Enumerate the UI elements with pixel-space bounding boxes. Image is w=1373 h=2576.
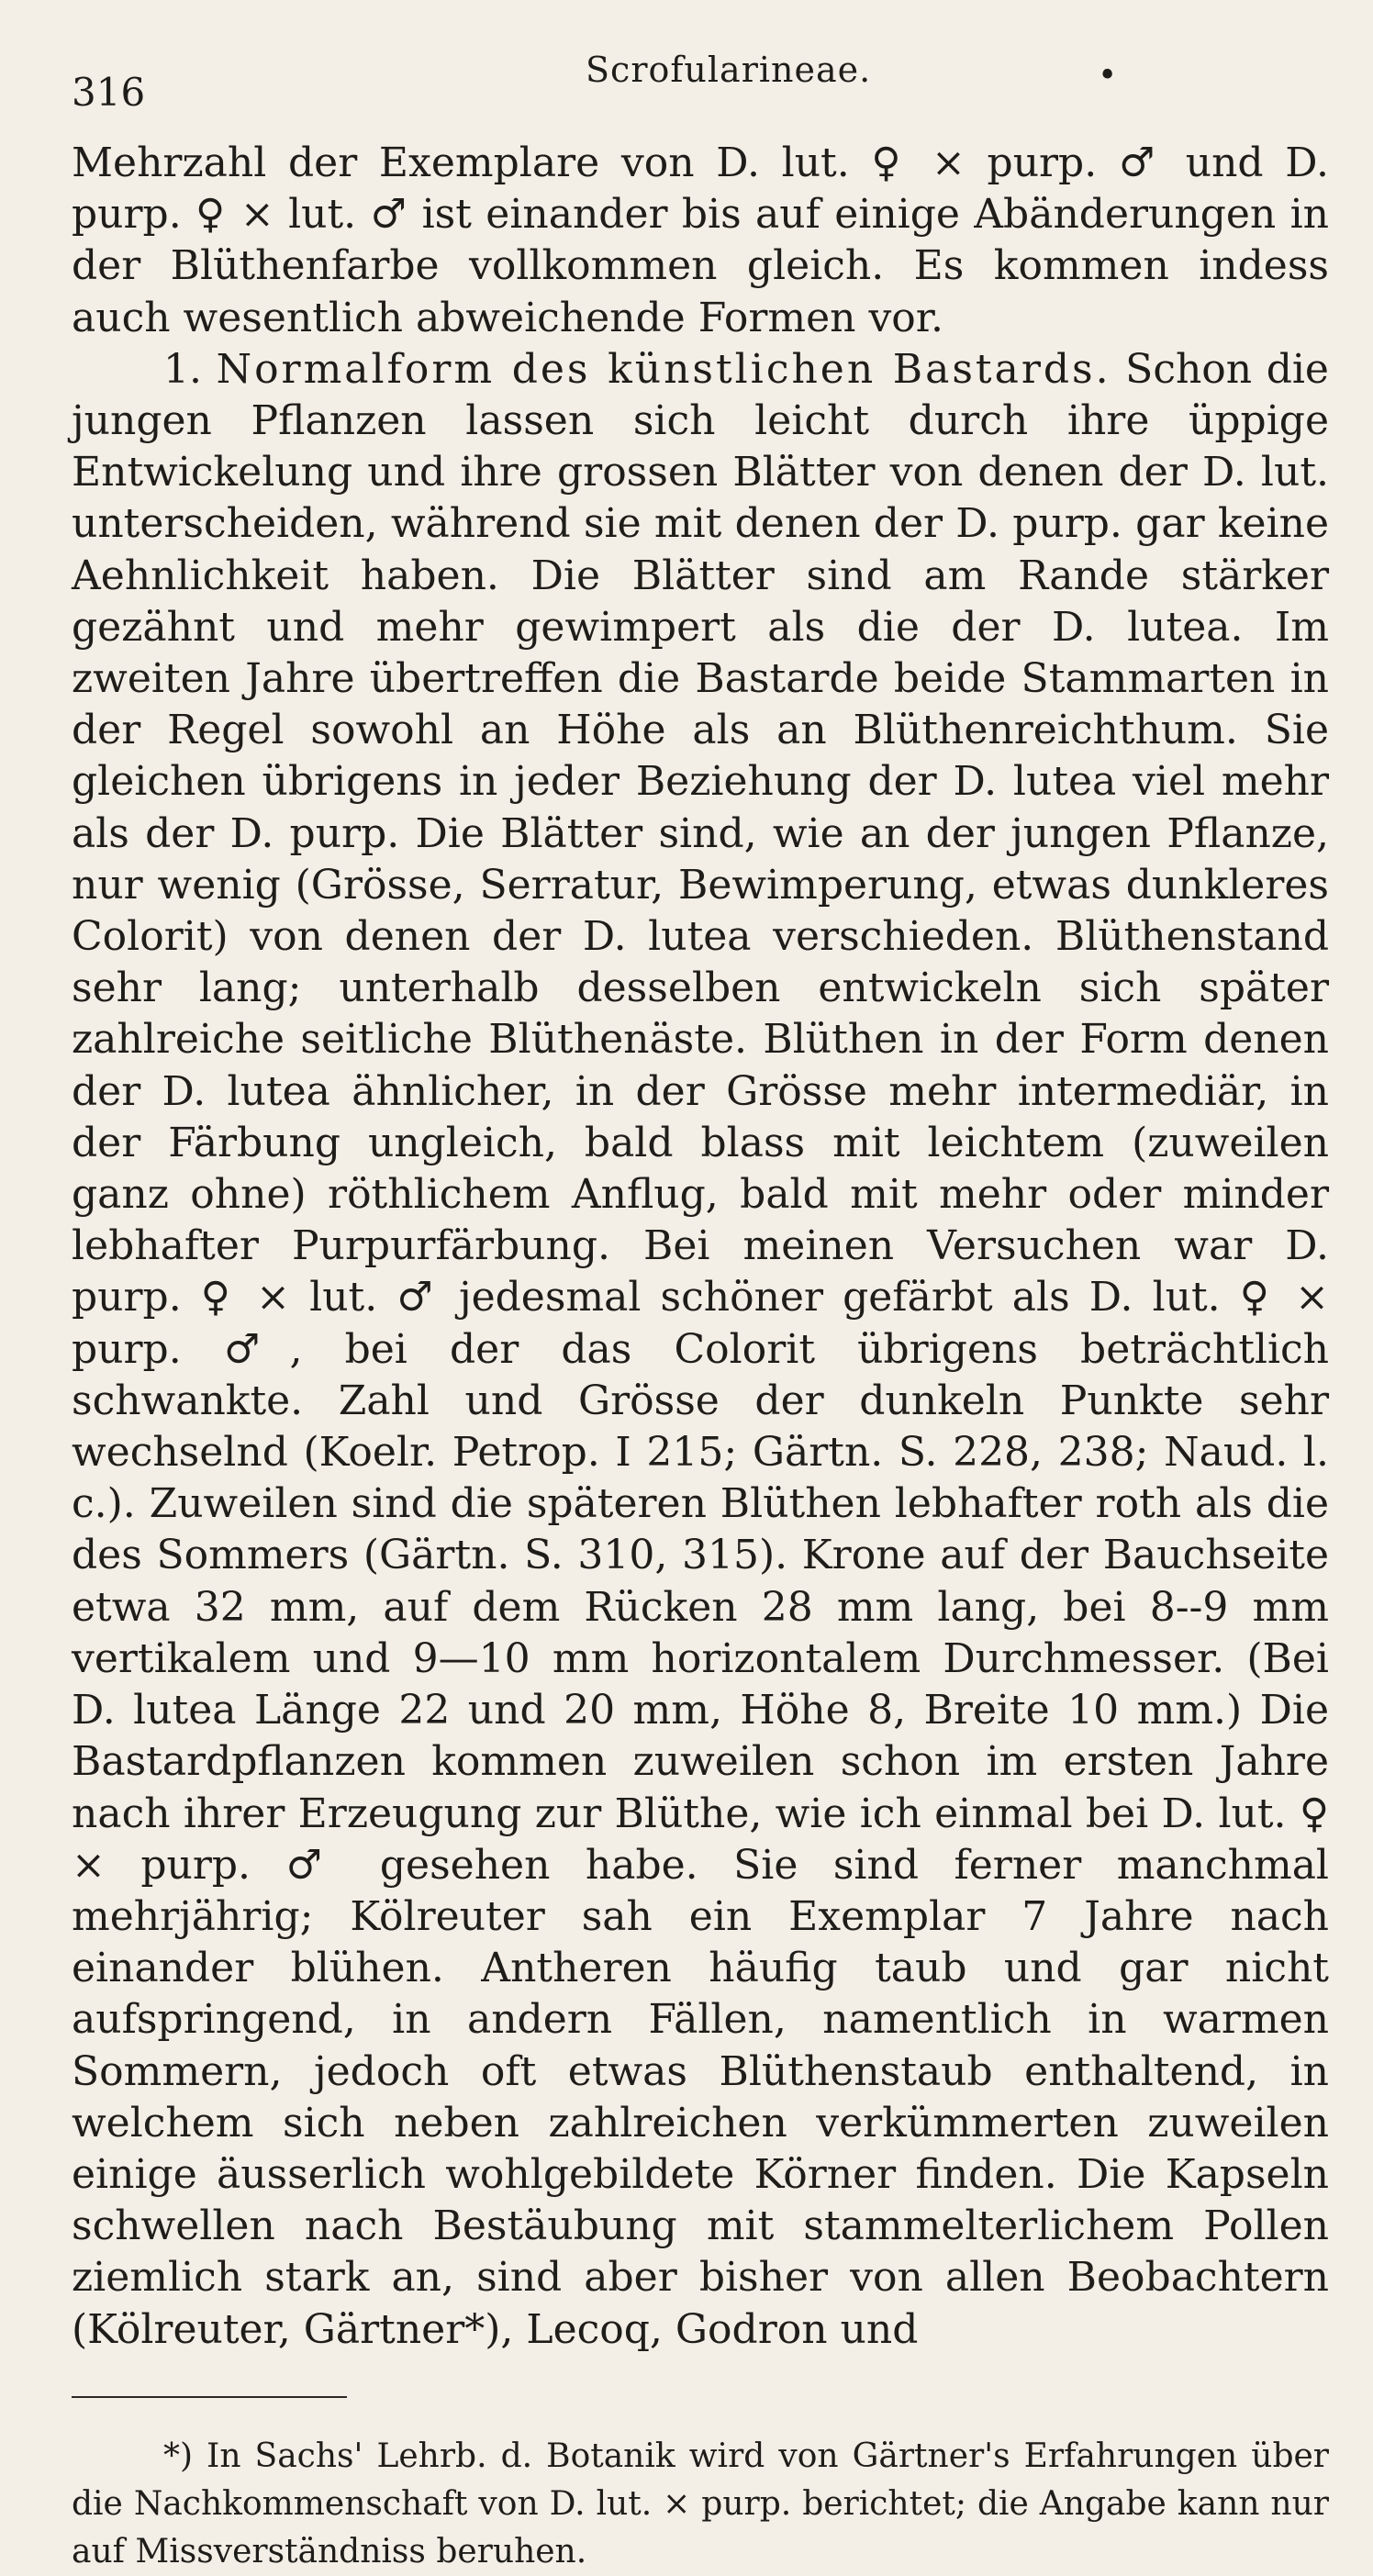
footnote: *) In Sachs' Lehrb. d. Botanik wird von Gärtner's Erfahrungen über die Nachkommenschaft von D. lut. × purp. berichtet; die Angabe kann nur auf Missverständniss beruhen. (72, 2437, 1329, 2570)
running-title: Scrofularineae. (586, 50, 872, 90)
print-mark: • (1098, 57, 1118, 95)
paragraph-normalform (72, 344, 1329, 2356)
page-number: 316 (72, 70, 146, 115)
page-header (72, 0, 1329, 138)
paragraph-text: Schon die jungen Pflanzen lassen sich leicht durch ihre üppige Entwickelung und ihre grossen Blätter von denen der D. lut. unterscheiden, während sie mit denen der D. purp. gar keine Aehnlichkeit haben. Die Blätter sind am Rande stärker gezähnt und mehr gewimpert als die der D. lutea. Im zweiten Jahre übertreffen die Bastarde beide Stammarten in der Regel sowohl an Höhe als an Blüthenreichthum. Sie gleichen übrigens in jeder Beziehung der D. lutea viel mehr als der D. purp. Die Blätter sind, wie an der jungen Pflanze, nur wenig (Grösse, Serratur, Bewimperung, etwas dunkleres Colorit) von denen der D. lutea verschieden. Blüthenstand sehr lang; unterhalb desselben entwickeln sich später zahlreiche seitliche Blüthenäste. Blüthen in der Form denen der D. lutea ähnlicher, in der Grösse mehr intermediär, in der Färbung ungleich, bald blass mit leichtem (zuweilen ganz ohne) röthlichem Anflug, bald mit mehr oder minder lebhafter Purpurfärbung. Bei meinen Versuchen war D. purp. ♀ × lut. ♂ jedesmal schöner gefärbt als D. lut. ♀ × purp. ♂, bei der das Colorit übrigens beträchtlich schwankte. Zahl und Grösse der dunkeln Punkte sehr wechselnd (Koelr. Petrop. I 215; Gärtn. S. 228, 238; Naud. l. c.). Zuweilen sind die späteren Blüthen lebhafter roth als die des Sommers (Gärtn. S. 310, 315). Krone auf der Bauchseite etwa 32 mm, auf dem Rücken 28 mm lang, bei 8--9 mm vertikalem und 9—10 mm horizontalem Durchmesser. (Bei D. lutea Länge 22 und 20 mm, Höhe 8, Breite 10 mm.) Die Bastardpflanzen kommen zuweilen schon im ersten Jahre nach ihrer Erzeugung zur Blüthe, wie ich einmal bei D. lut. ♀ × purp. ♂ gesehen habe. Sie sind ferner manchmal mehrjährig; Kölreuter sah ein Exemplar 7 Jahre nach einander blühen. Antheren häufig taub und gar nicht aufspringend, in andern Fällen, namentlich in warmen Sommern, jedoch oft etwas Blüthenstaub enthaltend, in welchem sich neben zahlreichen verkümmerten zuweilen einige äusserlich wohlgebildete Körner finden. Die Kapseln schwellen nach Bestäubung mit stammelterlichem Pollen ziemlich stark an, sind aber bisher von allen Beobachtern (Kölreuter, Gärtner*), Lecoq, Godron und (72, 345, 1329, 2353)
paragraph-text: Mehrzahl der Exemplare von D. lut. ♀ × purp. ♂ und D. purp. ♀ × lut. ♂ ist einander bis auf einige Abänderungen in der Blüthenfarbe vollkommen gleich. Es kommen indess auch wesentlich abweichende Formen vor. (72, 139, 1329, 341)
footnote-divider (72, 2396, 347, 2398)
body-text (72, 138, 1329, 2356)
paragraph-intro (72, 138, 1329, 344)
section-number: 1. (163, 345, 202, 393)
footnotes (72, 2433, 1329, 2576)
section-title: Normalform des künstlichen Bastards. (216, 345, 1111, 393)
